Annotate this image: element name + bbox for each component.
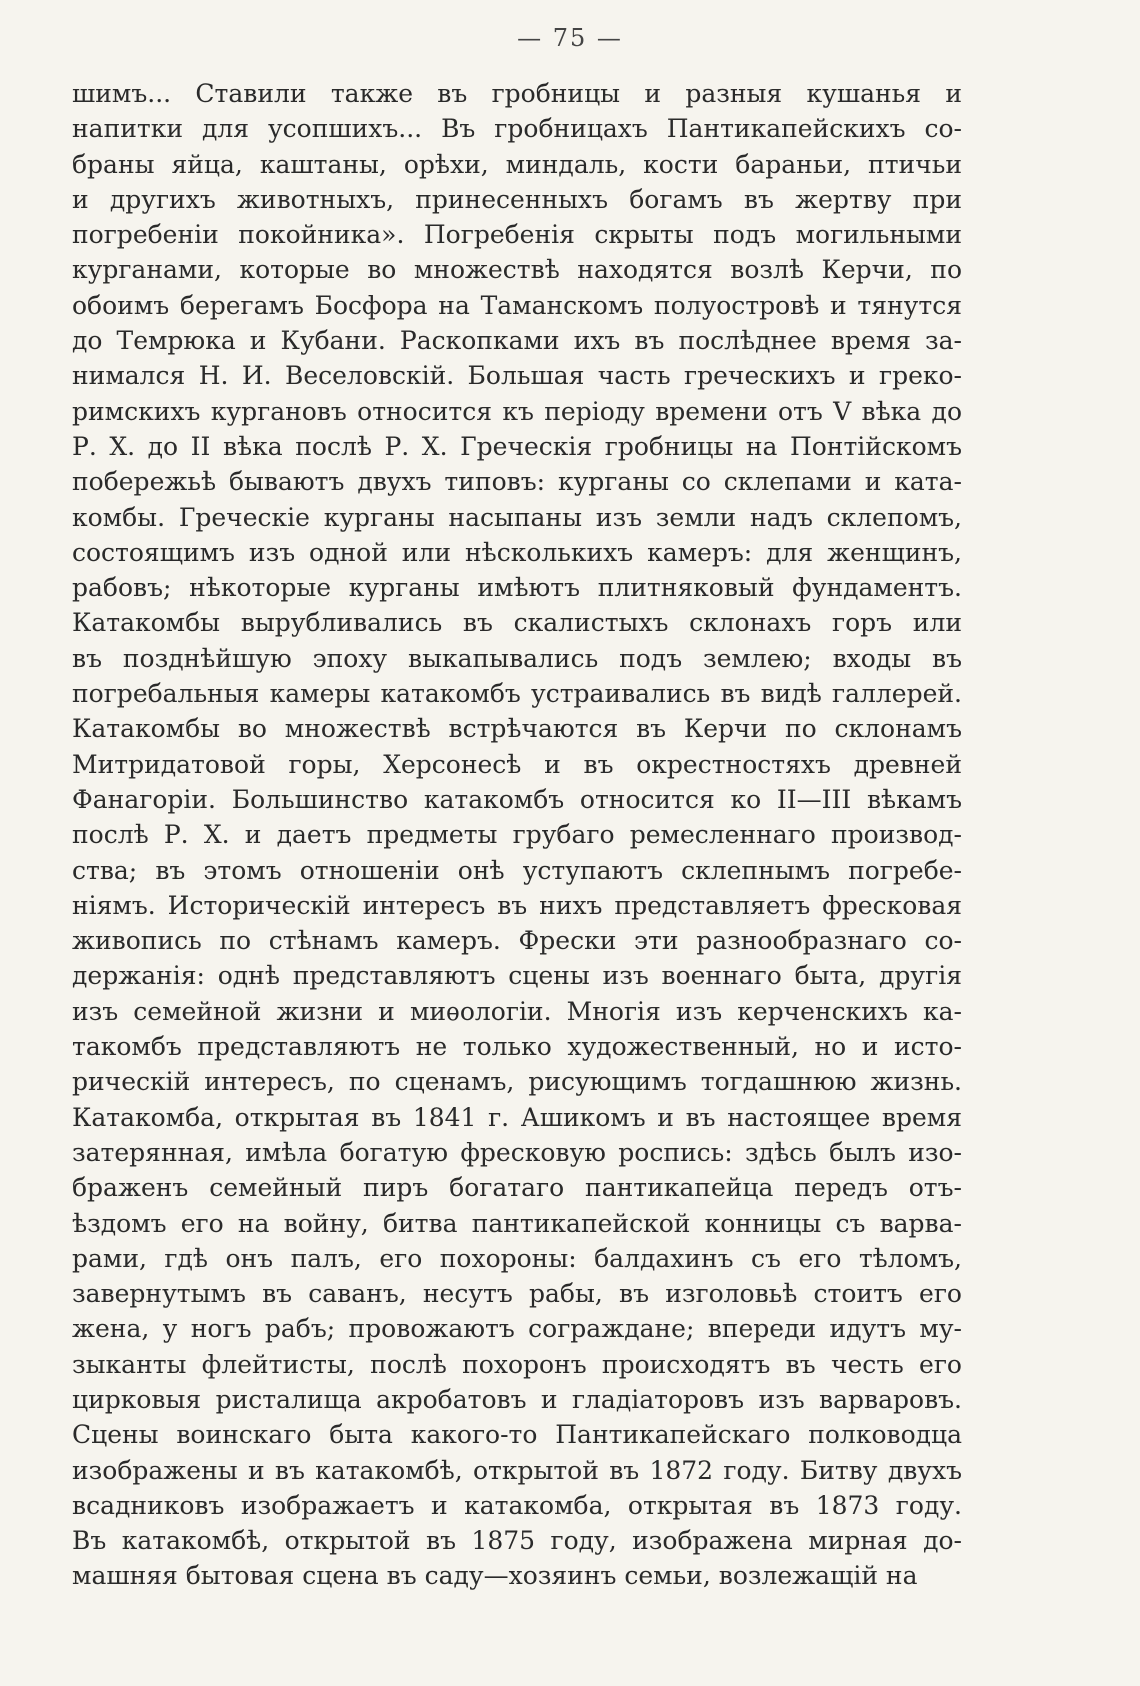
page-number: — 75 — bbox=[517, 24, 623, 52]
text-line: Катакомбы вырубливались въ скалистыхъ склонахъ горъ или bbox=[72, 608, 962, 638]
text-line: нимался Н. И. Веселовскій. Большая часть греческихъ и греко- bbox=[72, 361, 962, 391]
text-line: живопись по стѣнамъ камеръ. Фрески эти разнообразнаго со- bbox=[72, 926, 962, 956]
text-line: зыканты флейтисты, послѣ похоронъ происходятъ въ честь его bbox=[72, 1349, 962, 1379]
text-line: изображены и въ катакомбѣ, открытой въ 1872 году. Битву двухъ bbox=[72, 1455, 962, 1485]
text-line: обоимъ берегамъ Босфора на Таманскомъ полуостровѣ и тянутся bbox=[72, 290, 962, 320]
text-line: держанія: однѣ представляютъ сцены изъ военнаго быта, другія bbox=[72, 961, 962, 991]
text-line: послѣ Р. Х. и даетъ предметы грубаго ремесленнаго производ- bbox=[72, 820, 962, 850]
text-line: Въ катакомбѣ, открытой въ 1875 году, изображена мирная до- bbox=[72, 1526, 962, 1556]
body-text bbox=[72, 76, 962, 1594]
text-line: ѣздомъ его на войну, битва пантикапейской конницы съ варва- bbox=[72, 1208, 962, 1238]
text-line: напитки для усопшихъ... Въ гробницахъ Пантикапейскихъ со- bbox=[72, 114, 962, 144]
text-line: курганами, которые во множествѣ находятся возлѣ Керчи, по bbox=[72, 255, 962, 285]
text-line: Сцены воинскаго быта какого-то Пантикапейскаго полководца bbox=[72, 1420, 962, 1450]
text-line: затерянная, имѣла богатую фресковую роспись: здѣсь былъ изо- bbox=[72, 1137, 962, 1167]
text-line: погребеніи покойника». Погребенія скрыты подъ могильными bbox=[72, 220, 962, 250]
text-line: до Темрюка и Кубани. Раскопками ихъ въ послѣднее время за- bbox=[72, 326, 962, 356]
text-line: Митридатовой горы, Херсонесѣ и въ окрестностяхъ древней bbox=[72, 749, 962, 779]
text-line: цирковыя ристалища акробатовъ и гладіаторовъ изъ варваровъ. bbox=[72, 1384, 962, 1414]
text-line: комбы. Греческіе курганы насыпаны изъ земли надъ склепомъ, bbox=[72, 502, 962, 532]
text-line: въ позднѣйшую эпоху выкапывались подъ землею; входы въ bbox=[72, 643, 962, 673]
text-line: ства; въ этомъ отношеніи онѣ уступаютъ склепнымъ погребе- bbox=[72, 855, 962, 885]
text-line: такомбъ представляютъ не только художественный, но и исто- bbox=[72, 1032, 962, 1062]
text-line: Катакомба, открытая въ 1841 г. Ашикомъ и въ настоящее время bbox=[72, 1102, 962, 1132]
text-line: шимъ... Ставили также въ гробницы и разныя кушанья и bbox=[72, 79, 962, 108]
text-line: погребальныя камеры катакомбъ устраивались въ видѣ галлерей. bbox=[72, 679, 962, 709]
text-line: браженъ семейный пиръ богатаго пантикапейца передъ отъ- bbox=[72, 1173, 962, 1203]
text-line: завернутымъ въ саванъ, несутъ рабы, въ изголовьѣ стоитъ его bbox=[72, 1279, 962, 1309]
text-line: жена, у ногъ рабъ; провожаютъ сограждане; впереди идутъ му- bbox=[72, 1314, 962, 1344]
text-line: рами, гдѣ онъ палъ, его похороны: балдахинъ съ его тѣломъ, bbox=[72, 1243, 962, 1273]
text-line: побережьѣ бываютъ двухъ типовъ: курганы со склепами и ката- bbox=[72, 467, 962, 497]
text-line: римскихъ кургановъ относится къ періоду времени отъ V вѣка до bbox=[72, 396, 962, 426]
text-line: ніямъ. Историческій интересъ въ нихъ представляетъ фресковая bbox=[72, 890, 962, 920]
text-line: рабовъ; нѣкоторые курганы имѣютъ плитняковый фундаментъ. bbox=[72, 573, 962, 603]
text-line: рическій интересъ, по сценамъ, рисующимъ тогдашнюю жизнь. bbox=[72, 1067, 962, 1097]
text-line: Катакомбы во множествѣ встрѣчаются въ Керчи по склонамъ bbox=[72, 714, 962, 744]
text-line: состоящимъ изъ одной или нѣсколькихъ камеръ: для женщинъ, bbox=[72, 537, 962, 567]
text-line: машняя бытовая сцена въ саду—хозяинъ семьи, возлежащій на bbox=[72, 1561, 918, 1591]
text-line: Р. Х. до II вѣка послѣ Р. Х. Греческія гробницы на Понтійскомъ bbox=[72, 431, 962, 461]
text-line: браны яйца, каштаны, орѣхи, миндаль, кости бараньи, птичьи bbox=[72, 149, 962, 179]
text-line: и другихъ животныхъ, принесенныхъ богамъ въ жертву при bbox=[72, 184, 962, 214]
text-line: изъ семейной жизни и миѳологіи. Многія изъ керченскихъ ка- bbox=[72, 996, 962, 1026]
text-line: Фанагоріи. Большинство катакомбъ относится ко II—III вѣкамъ bbox=[72, 784, 962, 814]
text-line: всадниковъ изображаетъ и катакомба, открытая въ 1873 году. bbox=[72, 1490, 962, 1520]
